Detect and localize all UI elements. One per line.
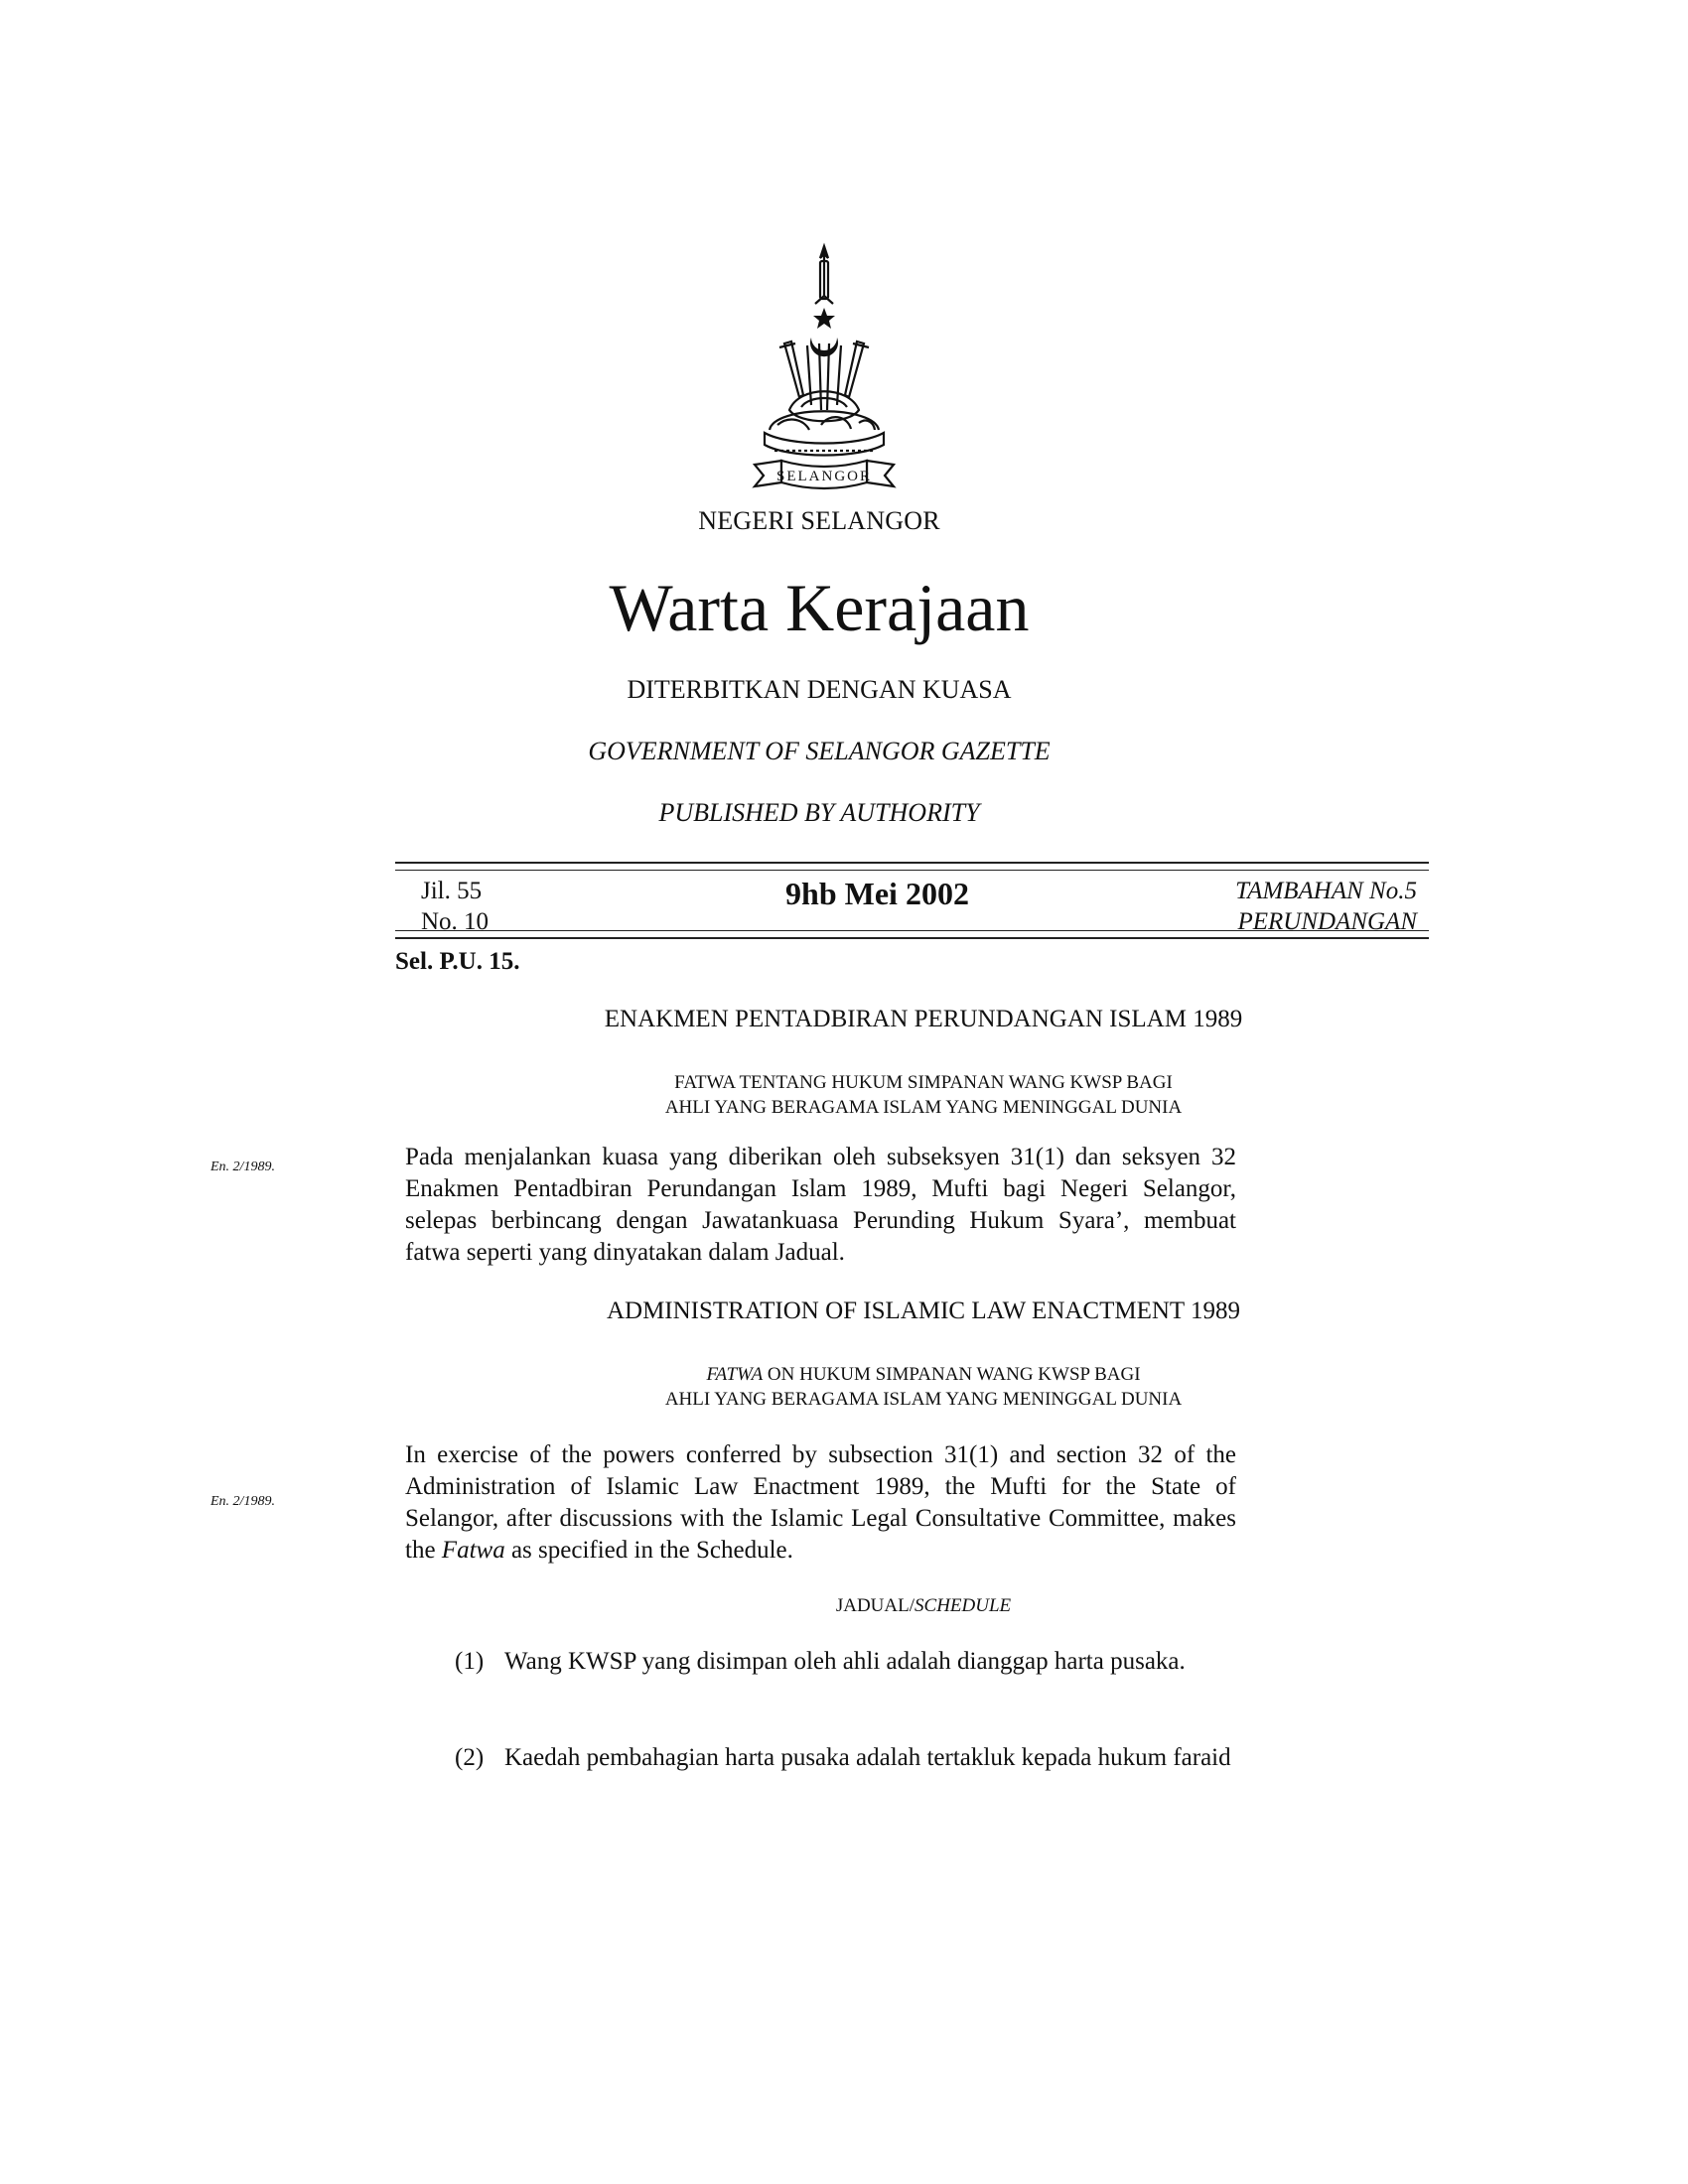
published-by-authority-en: PUBLISHED BY AUTHORITY bbox=[658, 798, 980, 827]
svg-text:SELANGOR: SELANGOR bbox=[775, 469, 873, 484]
supplement-number: TAMBAHAN No.5 bbox=[1235, 878, 1417, 904]
fatwa-title-en-line2: AHLI YANG BERAGAMA ISLAM YANG MENINGGAL DUNIA bbox=[664, 1389, 1183, 1410]
margin-note-en: En. 2/1989. bbox=[211, 1494, 275, 1509]
fatwa-title-en-line1 bbox=[407, 1362, 1440, 1387]
preamble-paragraph-ms: Pada menjalankan kuasa yang diberikan oleh subseksyen 31(1) dan seksyen 32 Enakmen Pentadbiran Perundangan Islam 1989, Mufti bagi Negeri Selangor, selepas berbincang dengan Jawatankuasa Perunding Hukum Syara’, membuat fatwa seperti yang dinyatakan dalam Jadual. bbox=[405, 1144, 1236, 1266]
gazette-name-en: GOVERNMENT OF SELANGOR GAZETTE bbox=[588, 737, 1051, 765]
fatwa-title-ms bbox=[407, 1070, 1440, 1120]
selangor-crest-icon bbox=[730, 226, 918, 499]
supplement-block bbox=[1235, 876, 1417, 937]
issue-date: 9hb Mei 2002 bbox=[785, 876, 969, 911]
para-en-fatwa-italic: Fatwa bbox=[441, 1537, 505, 1564]
enactment-title-ms: ENAKMEN PENTADBIRAN PERUNDANGAN ISLAM 1989 bbox=[604, 1006, 1243, 1032]
schedule-item bbox=[455, 1646, 1236, 1678]
fatwa-title-en-line1-rest: ON HUKUM SIMPANAN WANG KWSP BAGI bbox=[763, 1364, 1141, 1385]
schedule-heading-ms: JADUAL/ bbox=[835, 1595, 915, 1616]
volume-number: Jil. 55 bbox=[421, 878, 483, 904]
pu-number: Sel. P.U. 15. bbox=[395, 948, 520, 975]
schedule-heading-en: SCHEDULE bbox=[914, 1595, 1012, 1616]
gazette-title: Warta Kerajaan bbox=[609, 570, 1030, 645]
published-by-authority-ms: DITERBITKAN DENGAN KUASA bbox=[627, 675, 1012, 704]
bottom-double-rule bbox=[395, 930, 1429, 939]
para-en-after: as specified in the Schedule. bbox=[504, 1537, 793, 1564]
schedule-heading bbox=[407, 1595, 1440, 1617]
top-double-rule bbox=[395, 862, 1429, 871]
issue-number: No. 10 bbox=[421, 908, 490, 935]
fatwa-title-ms-line2: AHLI YANG BERAGAMA ISLAM YANG MENINGGAL DUNIA bbox=[664, 1097, 1183, 1118]
masthead-band bbox=[395, 862, 1429, 939]
schedule-item-number: (1) bbox=[455, 1648, 485, 1675]
schedule-item bbox=[455, 1742, 1236, 1774]
enactment-title-en: ADMINISTRATION OF ISLAMIC LAW ENACTMENT 1989 bbox=[606, 1297, 1241, 1324]
preamble-paragraph-en bbox=[405, 1439, 1236, 1567]
margin-note-ms: En. 2/1989. bbox=[211, 1160, 275, 1174]
fatwa-title-ms-line1: FATWA TENTANG HUKUM SIMPANAN WANG KWSP BAGI bbox=[674, 1072, 1173, 1093]
fatwa-word-italic: FATWA bbox=[706, 1364, 764, 1385]
schedule-item-number: (2) bbox=[455, 1744, 485, 1771]
state-name: NEGERI SELANGOR bbox=[698, 506, 940, 535]
schedule-item-text: Wang KWSP yang disimpan oleh ahli adalah dianggap harta pusaka. bbox=[504, 1648, 1186, 1675]
fatwa-title-en bbox=[407, 1362, 1440, 1412]
supplement-category: PERUNDANGAN bbox=[1237, 908, 1417, 935]
para-en-before: In exercise of the powers conferred by subsection 31(1) and section 32 of the Administration of Islamic Law Enactment 1989, the Mufti for the State of Selangor, after discussions with the Islamic Legal Consultative Committee, makes the bbox=[405, 1441, 1236, 1564]
schedule-item-text: Kaedah pembahagian harta pusaka adalah tertakluk kepada hukum faraid bbox=[504, 1744, 1231, 1771]
